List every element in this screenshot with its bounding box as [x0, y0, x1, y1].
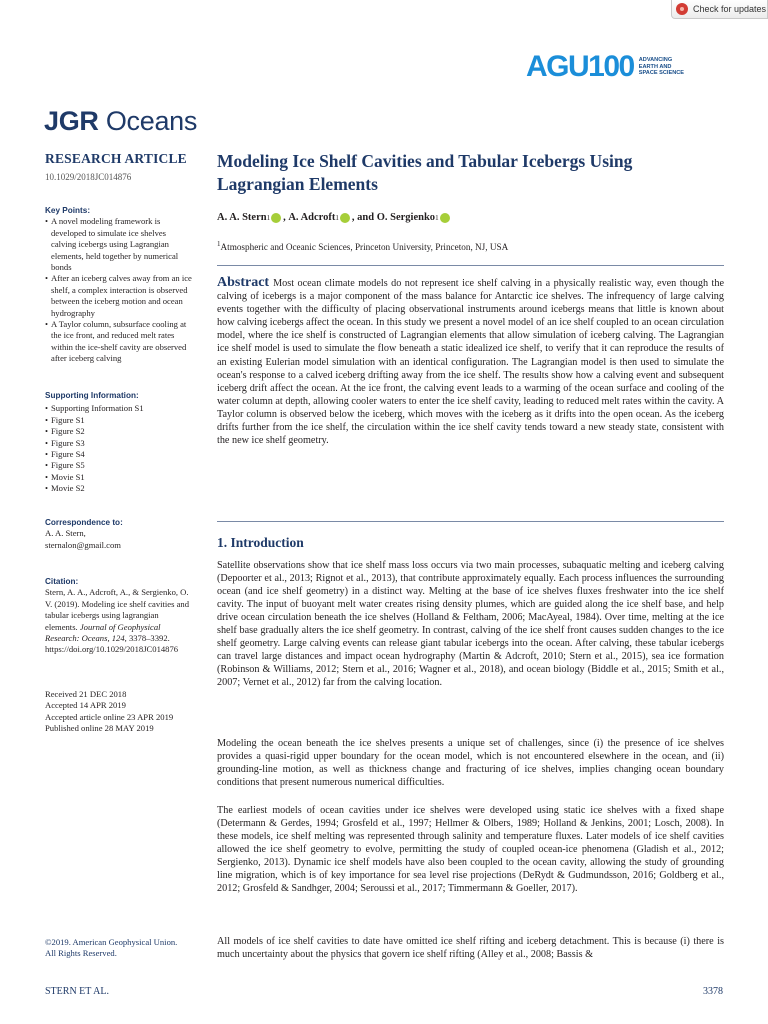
abstract-text: Most ocean climate models do not represent ice shelf calving in a physically realistic way, even though the calving of icebergs is a major component of the mass balance for Antarctic ice shelves. The infrequency of large calving events together with the difficulty of placing observational instruments around icebergs means that little is known about how calving icebergs affect the ocean. In this study we present a novel model of an ice shelf coupled to an ocean circulation model, where the ice shelf is constructed of Lagrangian elements that allow simulation of iceberg calving. The Lagrangian ice shelf model is used to simulate the flow beneath a static idealized ice shelf, to verify that it can reproduce the results of an existing Eulerian model simulation with an identical configuration. The Lagrangian model is then used to simulate the ocean's response to a calved iceberg drifting away from the ice shelf. The results show how a calving event and subsequent iceberg drift affect the ocean. At the ice front, the calving event leads to a warming of the ocean surface and cooling of the water column at depth, allowing cooler waters to enter the ice shelf cavity, leading to reduced melt rates within the cavity. A Taylor column is observed below the iceberg, which moves with the iceberg as it drifts into the open ocean. As the iceberg drifts further from the ice shelf, the circulation within the ice shelf cavity tends toward a new steady state, consistent with the new ice shelf geometry.	[217, 278, 724, 447]
supporting-item[interactable]: • Figure S2	[45, 426, 193, 437]
citation-text: Stern, A. A., Adcroft, A., & Sergienko, O. V. (2019). Modeling ice shelf cavities and tabular icebergs using lagrangian elements. Journal of Geophysical Research: Oceans, 124, 3378–3392. https://doi.org/10.1029/2018JC014876	[45, 587, 189, 655]
supporting-heading: Supporting Information:	[45, 391, 139, 400]
author-name: A. Adcroft	[288, 212, 336, 223]
orcid-icon[interactable]	[271, 213, 281, 223]
section-heading: 1. Introduction	[217, 535, 304, 550]
correspondence-heading: Correspondence to:	[45, 518, 123, 527]
author-name: A. A. Stern	[217, 212, 267, 223]
page-number: 3378	[703, 986, 723, 997]
key-points-heading: Key Points:	[45, 206, 91, 215]
key-point: • A novel modeling framework is developed to simulate ice shelves calving icebergs using Lagrangian elements, held together by numerical bonds	[45, 216, 193, 273]
article-doi[interactable]: 10.1029/2018JC014876	[45, 172, 132, 182]
supporting-item[interactable]: • Figure S5	[45, 460, 193, 471]
supporting-item[interactable]: • Figure S1	[45, 415, 193, 426]
date-accepted-online: Accepted article online 23 APR 2019	[45, 711, 174, 722]
check-for-updates-label: Check for updates	[693, 4, 767, 14]
correspondence-email[interactable]: sternalon@gmail.com	[45, 539, 121, 550]
date-published: Published online 28 MAY 2019	[45, 723, 154, 734]
agu-logo-word: AGU	[526, 50, 589, 83]
key-point: • After an iceberg calves away from an ice shelf, a complex interaction is observed between the iceberg motion and ocean hydrography	[45, 273, 193, 319]
abstract-heading: Abstract	[217, 275, 270, 290]
running-footer-authors: STERN ET AL.	[45, 986, 109, 997]
supporting-item[interactable]: • Movie S1	[45, 472, 193, 483]
body-paragraph: Modeling the ocean beneath the ice shelves presents a unique set of challenges, since (i) the presence of ice shelves provides a quasi-rigid upper boundary for the ocean model, which is not encountered elsewhere in the ocean, and (ii) grounding-line motion, as well as thickness change and fracturing of ice shelves, implies changing ocean boundary conditions that present numerous numerical difficulties.	[217, 738, 724, 789]
body-paragraph: The earliest models of ocean cavities under ice shelves were developed using static ice shelves with a fixed shape (Determann & Gerdes, 1994; Grosfeld et al., 1997; Hellmer & Olbers, 1989; Holland & Jenkins, 2001; Losch, 2008). In these models, ice shelf melting was represented through salinity and temperature fluxes. Later models of ice shelf cavities allowed the ice shelf geometry to evolve, permitting the study of coupled ocean-ice phenomena (Gladish et al., 2012; Sergienko, 2013). Dynamic ice shelf models have also been coupled to the ocean cavity, allowing the study of grounding line migration, which is of key importance for sea level rise projections (DeRydt & Gudmundsson, 2016; Goldberg et al., 2012; Grosfeld & Sandhger, 2004; Seroussi et al., 2017; Timmermann & Goeller, 2017).	[217, 805, 724, 895]
journal-name: JGR Oceans	[44, 106, 198, 136]
date-accepted: Accepted 14 APR 2019	[45, 700, 126, 711]
supporting-item[interactable]: • Figure S3	[45, 438, 193, 449]
body-paragraph: Satellite observations show that ice shelf mass loss occurs via two main processes, subaquatic melting and iceberg calving (Depoorter et al., 2013; Rignot et al., 2013), that contribute approximately equally. Each process influences the surrounding ocean (and ice shelf geometry) in a distinct way. Melting at the base of ice shelves fluxes freshwater into the ice shelf cavity. The input of buoyant melt water creates rising density plumes, which are guided along the ice shelf base, and help drive ocean circulation beneath the ice shelves (Holland & Feltham, 2006; MacAyeal, 1984). Over time, melting at the ice shelf base gradually alters the ice shelf geometry. In contrast, calving of the ice shelf front causes sudden changes to the ice shelf geometry. Large calving events can release giant tabular icebergs into the ocean. After calving, these tabular icebergs can travel large distances and impact ocean hydrography (Martin & Adcroft, 2010; Stern et al., 2015), sea ice formation (Robinson & Williams, 2012; Stern et al., 2016; Wagner et al., 2018), and ocean biology (Biddle et al., 2015; Smith et al., 2007; Vernet et al., 2012) far from the calving location.	[217, 560, 724, 689]
correspondence-name: A. A. Stern,	[45, 528, 86, 539]
body-paragraph: All models of ice shelf cavities to date have omitted ice shelf rifting and iceberg detachment. This is because (i) there is much uncertainty about the physics that govern ice shelf rifting (Alley et al., 2008; Bassis &	[217, 936, 724, 961]
supporting-item[interactable]: • Movie S2	[45, 483, 193, 494]
orcid-icon[interactable]	[340, 213, 350, 223]
abstract-bottom-rule	[217, 521, 724, 522]
article-type: RESEARCH ARTICLE	[45, 151, 187, 166]
key-point: • A Taylor column, subsurface cooling at the ice front, and reduced melt rates within the ice-shelf cavity are observed after iceberg calving	[45, 319, 193, 365]
orcid-icon[interactable]	[440, 213, 450, 223]
author-name: O. Sergienko	[376, 212, 436, 223]
article-title: Modeling Ice Shelf Cavities and Tabular Icebergs Using Lagrangian Elements	[217, 151, 633, 194]
affiliation: $^1$Atmospheric and Oceanic Sciences, Princeton University, Princeton, NJ, USA	[217, 240, 509, 253]
date-received: Received 21 DEC 2018	[45, 689, 127, 699]
crossmark-icon	[676, 3, 688, 15]
abstract	[217, 276, 724, 447]
agu-logo-number: 100	[588, 50, 634, 83]
author-list: A. A. Stern 1 , A. Adcroft 1 , and O. Sergienko 1	[217, 212, 452, 223]
citation	[45, 576, 193, 656]
supporting-item[interactable]: • Figure S4	[45, 449, 193, 460]
key-points	[45, 205, 193, 365]
abstract-top-rule	[217, 265, 724, 266]
copyright: ©2019. American Geophysical Union. All Rights Reserved.	[45, 937, 178, 959]
check-for-updates-button[interactable]	[671, 0, 768, 19]
supporting-information	[45, 390, 193, 495]
supporting-item[interactable]: • Supporting Information S1	[45, 403, 193, 414]
correspondence	[45, 517, 193, 551]
citation-heading: Citation:	[45, 577, 79, 586]
agu-logo-tagline: ADVANCING EARTH AND SPACE SCIENCE	[638, 57, 685, 77]
agu-logo	[526, 52, 684, 82]
article-dates	[45, 689, 193, 735]
